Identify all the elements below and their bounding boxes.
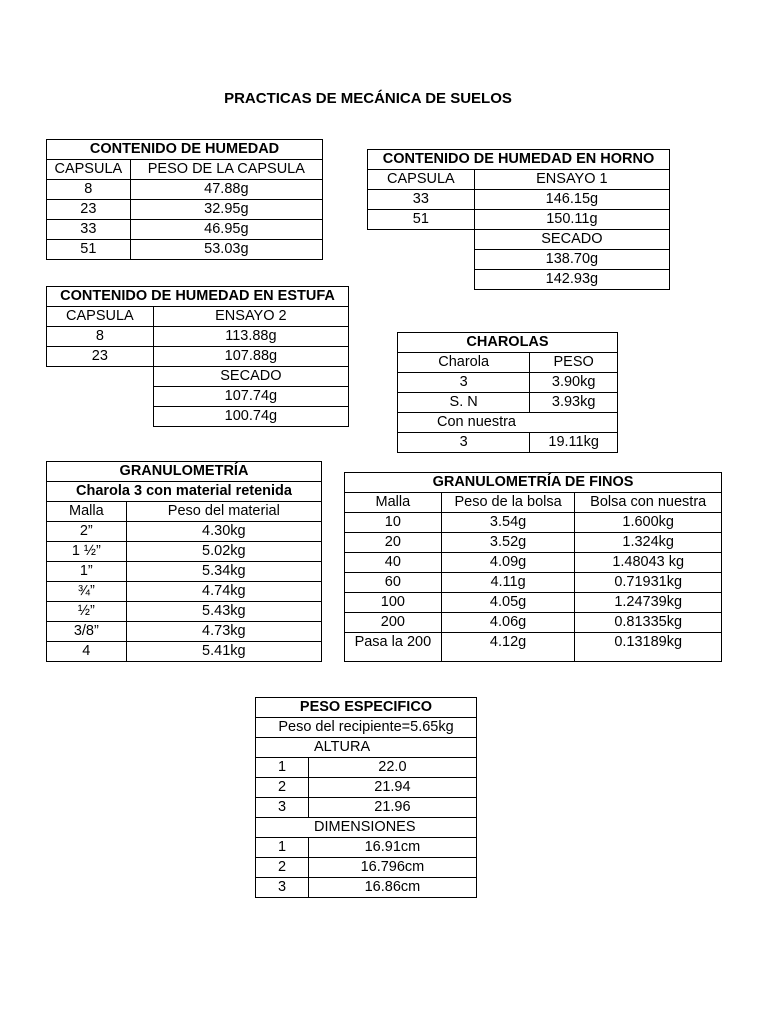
- table-cell: 51: [47, 240, 131, 260]
- column-header: CAPSULA: [47, 160, 131, 180]
- table-cell: 19.11kg: [530, 433, 618, 453]
- table-cell: 1: [256, 838, 309, 858]
- estufa-table: [46, 286, 349, 427]
- table-cell: 1.24739kg: [575, 593, 722, 613]
- table-cell: 21.96: [308, 798, 476, 818]
- table-cell: 5.34kg: [126, 562, 321, 582]
- table-cell: 23: [47, 347, 154, 367]
- table-title: GRANULOMETRÍA: [47, 462, 322, 482]
- table-cell: 3.52g: [441, 533, 575, 553]
- table-cell: 20: [345, 533, 442, 553]
- table-cell: 16.91cm: [308, 838, 476, 858]
- column-header: Peso del material: [126, 502, 321, 522]
- column-header: ENSAYO 1: [474, 170, 669, 190]
- table-cell: 8: [47, 180, 131, 200]
- table-cell: 46.95g: [130, 220, 322, 240]
- table-cell: 5.43kg: [126, 602, 321, 622]
- table-cell: 1.324kg: [575, 533, 722, 553]
- table-cell: 138.70g: [474, 250, 669, 270]
- table-cell: 60: [345, 573, 442, 593]
- con-nuestra-label: Con nuestra: [398, 413, 618, 433]
- secado-label: SECADO: [153, 367, 348, 387]
- column-header: ENSAYO 2: [153, 307, 348, 327]
- table-cell: ½”: [47, 602, 127, 622]
- table-cell: 3: [398, 433, 530, 453]
- table-cell: S. N: [398, 393, 530, 413]
- table-cell: 107.74g: [153, 387, 348, 407]
- column-header: CAPSULA: [368, 170, 475, 190]
- table-cell: 100: [345, 593, 442, 613]
- table-cell: 53.03g: [130, 240, 322, 260]
- humedad-table: [46, 139, 323, 260]
- table-title: PESO ESPECIFICO: [256, 698, 477, 718]
- table-cell: 142.93g: [474, 270, 669, 290]
- secado-label: SECADO: [474, 230, 669, 250]
- peso-recipiente: Peso del recipiente=5.65kg: [256, 718, 477, 738]
- table-cell: 1.600kg: [575, 513, 722, 533]
- table-cell: 4.12g: [441, 633, 575, 662]
- table-title: CONTENIDO DE HUMEDAD EN HORNO: [368, 150, 670, 170]
- table-cell: 1.48043 kg: [575, 553, 722, 573]
- table-cell: 3: [398, 373, 530, 393]
- table-cell: 4: [47, 642, 127, 662]
- page-title: PRACTICAS DE MECÁNICA DE SUELOS: [224, 90, 512, 107]
- table-cell: 3: [256, 878, 309, 898]
- table-cell: 32.95g: [130, 200, 322, 220]
- column-header: PESO DE LA CAPSULA: [130, 160, 322, 180]
- table-cell: 4.06g: [441, 613, 575, 633]
- table-cell: 16.796cm: [308, 858, 476, 878]
- table-cell: 3.90kg: [530, 373, 618, 393]
- finos-table: [344, 472, 722, 662]
- table-cell: 2: [256, 858, 309, 878]
- table-cell: 4.30kg: [126, 522, 321, 542]
- table-cell: 23: [47, 200, 131, 220]
- table-cell: 146.15g: [474, 190, 669, 210]
- table-cell: 1: [256, 758, 309, 778]
- table-cell: 33: [368, 190, 475, 210]
- table-cell: 3.54g: [441, 513, 575, 533]
- table-cell: 3/8”: [47, 622, 127, 642]
- table-title: GRANULOMETRÍA DE FINOS: [345, 473, 722, 493]
- table-subtitle: Charola 3 con material retenida: [47, 482, 322, 502]
- table-cell: 4.74kg: [126, 582, 321, 602]
- table-cell: 107.88g: [153, 347, 348, 367]
- peso-especifico-table: [255, 697, 477, 898]
- dimensiones-label: DIMENSIONES: [256, 818, 477, 838]
- granulometria-table: [46, 461, 322, 662]
- table-cell: 3: [256, 798, 309, 818]
- table-cell: 100.74g: [153, 407, 348, 427]
- column-header: Malla: [47, 502, 127, 522]
- table-cell: 3.93kg: [530, 393, 618, 413]
- table-cell: 150.11g: [474, 210, 669, 230]
- charolas-table: [397, 332, 618, 453]
- table-cell: 21.94: [308, 778, 476, 798]
- table-cell: 113.88g: [153, 327, 348, 347]
- table-cell: 1 ½”: [47, 542, 127, 562]
- column-header: Peso de la bolsa: [441, 493, 575, 513]
- table-cell: Pasa la 200: [345, 633, 442, 662]
- column-header: PESO: [530, 353, 618, 373]
- table-cell: 5.02kg: [126, 542, 321, 562]
- column-header: Bolsa con nuestra: [575, 493, 722, 513]
- table-cell: ¾”: [47, 582, 127, 602]
- table-title: CONTENIDO DE HUMEDAD: [47, 140, 323, 160]
- table-cell: 0.71931kg: [575, 573, 722, 593]
- table-cell: 4.73kg: [126, 622, 321, 642]
- column-header: Malla: [345, 493, 442, 513]
- table-cell: 2”: [47, 522, 127, 542]
- horno-table: [367, 149, 670, 290]
- table-cell: 47.88g: [130, 180, 322, 200]
- table-title: CHAROLAS: [398, 333, 618, 353]
- table-cell: 200: [345, 613, 442, 633]
- table-cell: 33: [47, 220, 131, 240]
- table-cell: 8: [47, 327, 154, 347]
- table-cell: 4.11g: [441, 573, 575, 593]
- table-cell: 4.09g: [441, 553, 575, 573]
- table-cell: 1”: [47, 562, 127, 582]
- table-cell: 0.81335kg: [575, 613, 722, 633]
- table-cell: 4.05g: [441, 593, 575, 613]
- column-header: Charola: [398, 353, 530, 373]
- altura-label: ALTURA: [256, 738, 477, 758]
- table-cell: 10: [345, 513, 442, 533]
- table-cell: 0.13189kg: [575, 633, 722, 662]
- table-cell: 2: [256, 778, 309, 798]
- table-cell: 40: [345, 553, 442, 573]
- table-cell: 5.41kg: [126, 642, 321, 662]
- table-title: CONTENIDO DE HUMEDAD EN ESTUFA: [47, 287, 349, 307]
- table-cell: 51: [368, 210, 475, 230]
- table-cell: 16.86cm: [308, 878, 476, 898]
- table-cell: 22.0: [308, 758, 476, 778]
- column-header: CAPSULA: [47, 307, 154, 327]
